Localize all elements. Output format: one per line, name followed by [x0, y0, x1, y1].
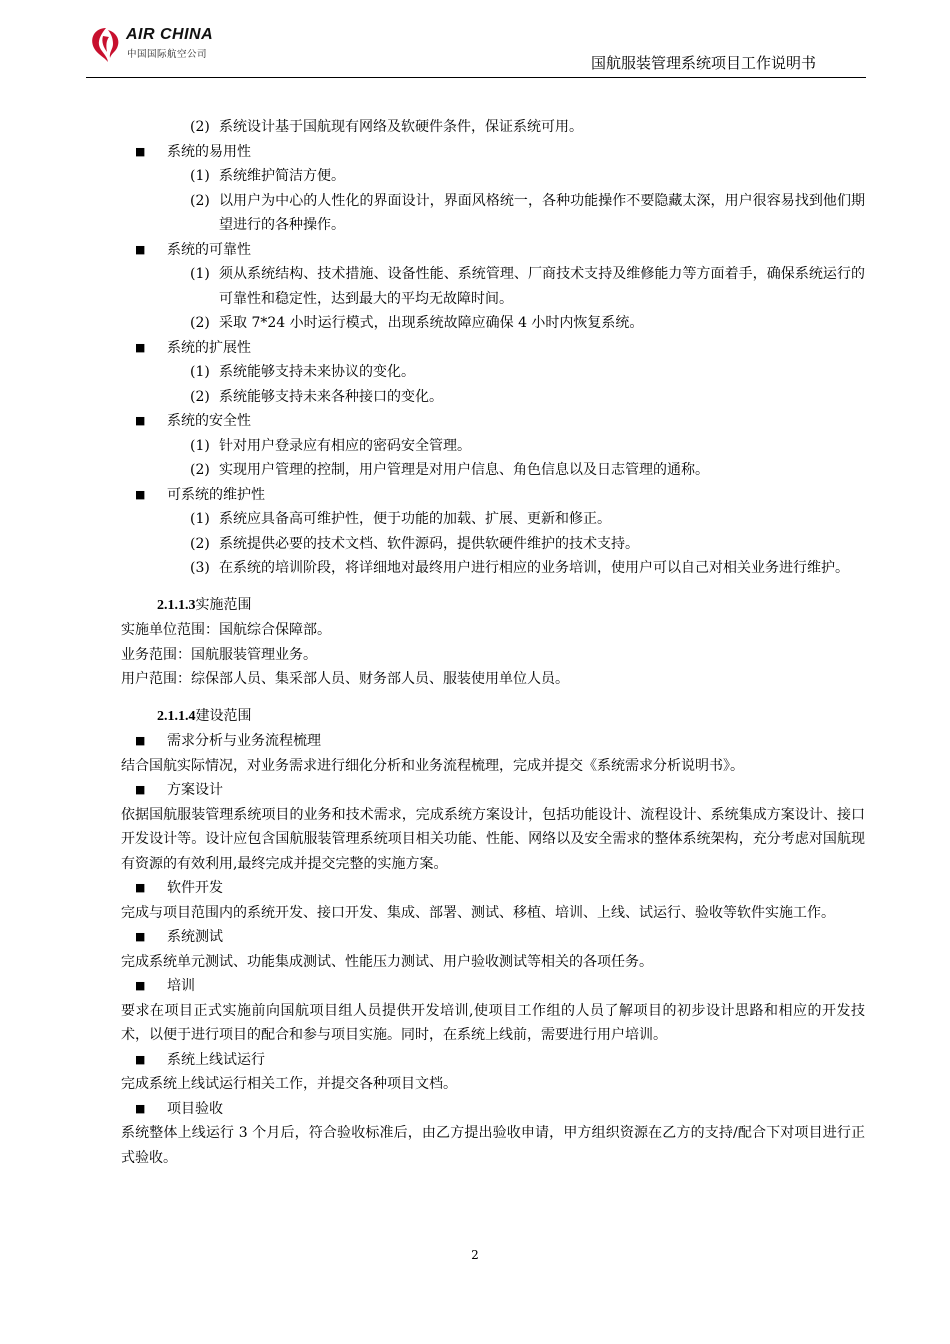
- item-number: (1): [190, 364, 210, 380]
- bullet-text: 需求分析与业务流程梳理: [167, 733, 321, 749]
- bullet-text: 方案设计: [167, 782, 223, 798]
- numbered-item: [121, 115, 865, 140]
- numbered-item: [121, 189, 865, 238]
- numbered-item: [121, 458, 865, 483]
- item-text: 须从系统结构、技术措施、设备性能、系统管理、厂商技术支持及维修能力等方面着手，确保系统运行的可靠性和稳定性，达到最大的平均无故障时间。: [219, 266, 865, 307]
- bullet-text: 系统的扩展性: [167, 339, 251, 356]
- bullet-heading: [121, 1097, 865, 1122]
- document-body: [121, 115, 865, 1170]
- page-header: [0, 0, 950, 80]
- phoenix-logo-icon: [86, 24, 126, 66]
- bullet-heading: [121, 925, 865, 950]
- square-bullet-icon: ■: [135, 734, 146, 747]
- section-title: 实施范围: [195, 596, 252, 613]
- numbered-item: [121, 311, 865, 336]
- bullet-heading: [121, 409, 865, 434]
- item-text: 系统设计基于国航现有网络及软硬件条件，保证系统可用。: [219, 119, 583, 135]
- numbered-item: [121, 532, 865, 557]
- document-title: 国航服装管理系统项目工作说明书: [590, 54, 816, 72]
- item-text: 系统应具备高可维护性，便于功能的加载、扩展、更新和修正。: [219, 511, 611, 527]
- logo-wordmark-en: AIR CHINA: [126, 26, 214, 43]
- square-bullet-icon: ■: [135, 487, 146, 501]
- item-text: 采取 7*24 小时运行模式，出现系统故障应确保 4 小时内恢复系统。: [219, 315, 644, 331]
- paragraph: 完成与项目范围内的系统开发、接口开发、集成、部署、测试、移植、培训、上线、试运行、验收等软件实施工作。: [121, 904, 835, 921]
- square-bullet-icon: ■: [135, 414, 146, 427]
- item-text: 系统能够支持未来协议的变化。: [219, 364, 415, 380]
- item-number: (1): [190, 266, 210, 282]
- item-number: (2): [190, 388, 210, 405]
- bullet-heading: [121, 1048, 865, 1073]
- bullet-text: 软件开发: [167, 880, 223, 896]
- section-heading: [121, 593, 865, 619]
- item-text: 针对用户登录应有相应的密码安全管理。: [219, 437, 471, 454]
- square-bullet-icon: ■: [135, 979, 146, 992]
- bullet-text: 可系统的维护性: [167, 486, 265, 503]
- bullet-heading: [121, 729, 865, 754]
- item-number: (1): [190, 437, 210, 454]
- square-bullet-icon: ■: [135, 1101, 146, 1115]
- paragraph: 用户范围：综保部人员、集采部人员、财务部人员、服装使用单位人员。: [121, 671, 569, 687]
- bullet-heading: [121, 238, 865, 263]
- square-bullet-icon: ■: [135, 340, 146, 354]
- bullet-heading: [121, 483, 865, 508]
- item-number: (1): [190, 168, 210, 184]
- item-text: 实现用户管理的控制，用户管理是对用户信息、角色信息以及日志管理的通称。: [219, 462, 709, 478]
- square-bullet-icon: ■: [135, 881, 146, 894]
- item-number: (1): [190, 511, 210, 527]
- item-number: (2): [190, 462, 210, 478]
- numbered-item: [121, 262, 865, 311]
- section-heading: [121, 704, 865, 730]
- item-number: (2): [190, 315, 210, 331]
- item-text: 以用户为中心的人性化的界面设计，界面风格统一，各种功能操作不要隐藏太深，用户很容易找到他们期望进行的各种操作。: [219, 192, 865, 233]
- numbered-item: [121, 507, 865, 532]
- square-bullet-icon: ■: [135, 930, 146, 943]
- paragraph: 系统整体上线运行 3 个月后，符合验收标准后，由乙方提出验收申请，甲方组织资源在乙方的支持/配合下对项目进行正式验收。: [121, 1125, 865, 1166]
- logo-wordmark-cn: 中国国际航空公司: [127, 49, 208, 60]
- bullet-heading: [121, 974, 865, 999]
- bullet-text: 培训: [167, 978, 195, 994]
- bullet-text: 系统的可靠性: [167, 241, 251, 258]
- square-bullet-icon: ■: [135, 1052, 146, 1066]
- item-text: 系统提供必要的技术文档、软件源码，提供软硬件维护的技术支持。: [219, 535, 639, 552]
- paragraph: 实施单位范围：国航综合保障部。: [121, 622, 331, 638]
- item-text: 系统能够支持未来各种接口的变化。: [219, 388, 443, 405]
- bullet-text: 系统的易用性: [167, 143, 251, 160]
- numbered-item: [121, 360, 865, 385]
- square-bullet-icon: ■: [135, 783, 146, 796]
- bullet-heading: [121, 778, 865, 803]
- section-number: 2.1.1.3: [157, 597, 196, 613]
- header-divider: [86, 77, 866, 78]
- paragraph: 要求在项目正式实施前向国航项目组人员提供开发培训,使项目工作组的人员了解项目的初步设计思路和相应的开发技术，以便于进行项目的配合和参与项目实施。同时，在系统上线前，需要进行用户培训。: [121, 1002, 865, 1043]
- paragraph: 依据国航服装管理系统项目的业务和技术需求，完成系统方案设计，包括功能设计、流程设计、系统集成方案设计、接口开发设计等。设计应包含国航服装管理系统项目相关功能、性能、网络以及安全需求的整体系统架构，充分考虑对国航现有资源的有效利用,最终完成并提交完整的实施方案。: [121, 806, 865, 872]
- paragraph: 完成系统单元测试、功能集成测试、性能压力测试、用户验收测试等相关的各项任务。: [121, 953, 653, 970]
- paragraph: 完成系统上线试运行相关工作，并提交各种项目文档。: [121, 1076, 457, 1092]
- bullet-heading: [121, 140, 865, 165]
- bullet-heading: [121, 336, 865, 361]
- paragraph: 业务范围：国航服装管理业务。: [121, 646, 317, 663]
- numbered-item: [121, 164, 865, 189]
- numbered-item: [121, 385, 865, 410]
- bullet-text: 系统上线试运行: [167, 1051, 265, 1068]
- item-number: (2): [190, 535, 210, 552]
- item-number: (2): [190, 192, 210, 209]
- numbered-item: [121, 434, 865, 459]
- section-number: 2.1.1.4: [157, 708, 196, 724]
- bullet-heading: [121, 876, 865, 901]
- bullet-text: 系统的安全性: [167, 413, 251, 429]
- bullet-text: 系统测试: [167, 929, 223, 945]
- numbered-item: [121, 556, 865, 581]
- air-china-logo: [86, 22, 221, 72]
- section-title: 建设范围: [195, 707, 252, 724]
- paragraph: 结合国航实际情况，对业务需求进行细化分析和业务流程梳理，完成并提交《系统需求分析说明书》。: [121, 757, 744, 774]
- bullet-text: 项目验收: [167, 1100, 223, 1117]
- page-number: 2: [471, 1248, 479, 1262]
- item-number: (3): [190, 560, 210, 576]
- item-text: 系统维护简洁方便。: [219, 168, 345, 184]
- item-number: (2): [190, 119, 210, 135]
- square-bullet-icon: ■: [135, 242, 146, 256]
- square-bullet-icon: ■: [135, 144, 146, 158]
- item-text: 在系统的培训阶段，将详细地对最终用户进行相应的业务培训，使用户可以自己对相关业务进行维护。: [219, 560, 849, 576]
